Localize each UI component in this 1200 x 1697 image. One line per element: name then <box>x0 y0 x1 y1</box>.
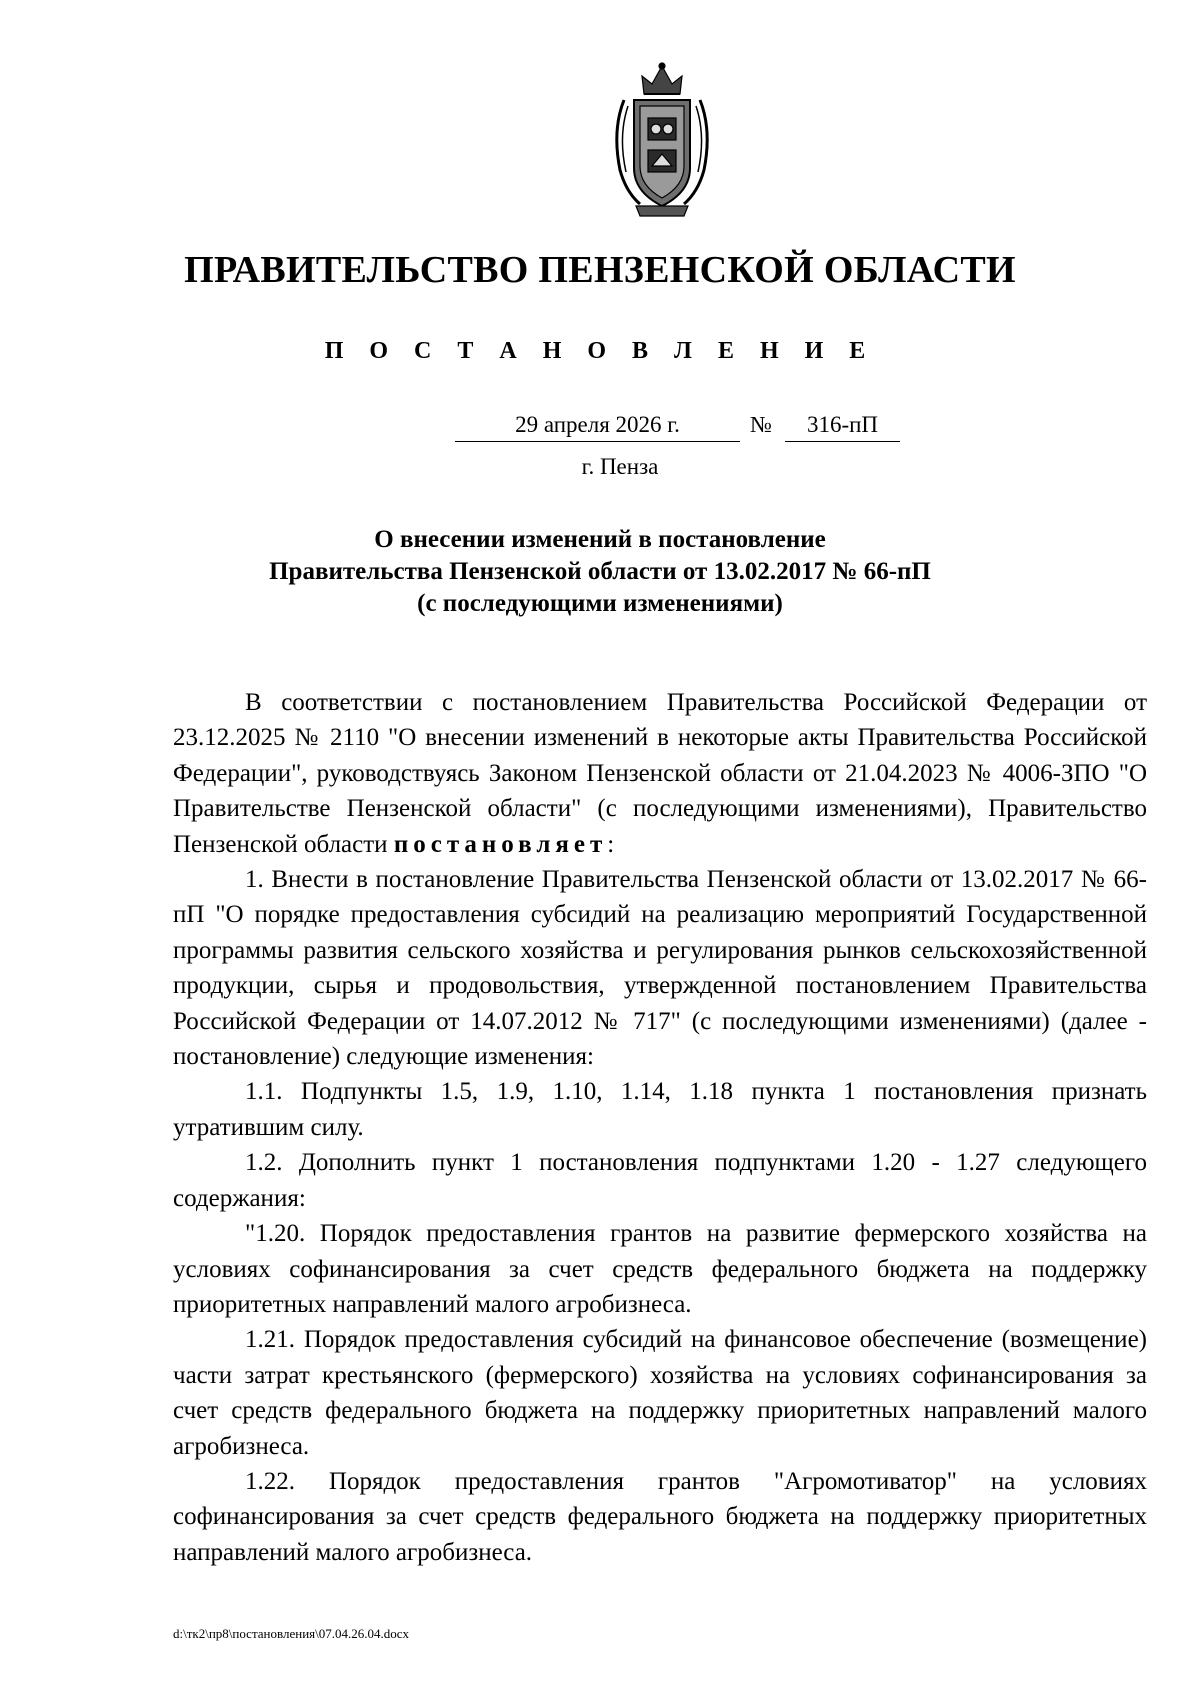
city: г. Пенза <box>581 454 659 479</box>
body-paragraph: 1. Внести в постановление Правительства Пензенской области от 13.02.2017 № 66-пП "О порядке предоставления субсидий на реализацию мероприятий Государственной программы развития сельского хозяйства и регулирования рынков сельскохозяйственной продукции, сырья и продовольствия, утвержденной постановлением Правительства Российской Федерации от 14.07.2012 № 717" (с последующими изменениями) (далее - постановление) следующие изменения: <box>173 866 1147 1071</box>
document-body <box>173 685 1147 1570</box>
heading-line-2: Правительства Пензенской области от 13.02.2017 № 66-пП <box>269 558 931 585</box>
date-number-line <box>0 411 1200 441</box>
coat-of-arms-emblem <box>606 60 718 220</box>
body-paragraph <box>173 685 1147 862</box>
heading-line-3: (с последующими изменениями) <box>417 590 783 617</box>
body-paragraph: "1.20. Порядок предоставления грантов на развитие фермерского хозяйства на условиях софинансирования за счет средств федерального бюджета на поддержку приоритетных направлений малого агробизнеса. <box>173 1220 1147 1318</box>
preamble-colon: : <box>607 830 615 858</box>
preamble-text: В соответствии с постановлением Правительства Российской Федерации от 23.12.2025 № 2110 "О внесении изменений в некоторые акты Правительства Российской Федерации", руководствуясь Законом Пензенской области от 21.04.2023 № 4006-ЗПО "О Правительстве Пензенской области" (с последующими изменениями), Правительство Пензенской области <box>173 689 1147 858</box>
document-date: 29 апреля 2026 г. <box>455 411 740 442</box>
organization-title: ПРАВИТЕЛЬСТВО ПЕНЗЕНСКОЙ ОБЛАСТИ <box>184 249 1016 291</box>
number-sign: № <box>750 412 772 437</box>
document-type: П О С Т А Н О В Л Е Н И Е <box>324 338 876 364</box>
body-paragraph: 1.2. Дополнить пункт 1 постановления подпунктами 1.20 - 1.27 следующего содержания: <box>173 1149 1147 1212</box>
document-number: 316-пП <box>785 411 900 442</box>
body-paragraph: 1.1. Подпункты 1.5, 1.9, 1.10, 1.14, 1.18 пункта 1 постановления признать утратившим силу. <box>173 1078 1147 1141</box>
file-path-footer: d:\тк2\пр8\постановления\07.04.26.04.docx <box>173 1626 410 1641</box>
resolves-keyword: постановляет <box>393 830 608 858</box>
heading-line-1: О внесении изменений в постановление <box>374 526 826 553</box>
document-heading <box>0 524 1200 620</box>
body-paragraph: 1.21. Порядок предоставления субсидий на финансовое обеспечение (возмещение) части затрат крестьянского (фермерского) хозяйства на условиях софинансирования за счет средств федерального бюджета на поддержку приоритетных направлений малого агробизнеса. <box>173 1326 1147 1460</box>
body-paragraph: 1.22. Порядок предоставления грантов "Агромотиватор" на условиях софинансирования за счет средств федерального бюджета на поддержку приоритетных направлений малого агробизнеса. <box>173 1467 1147 1566</box>
